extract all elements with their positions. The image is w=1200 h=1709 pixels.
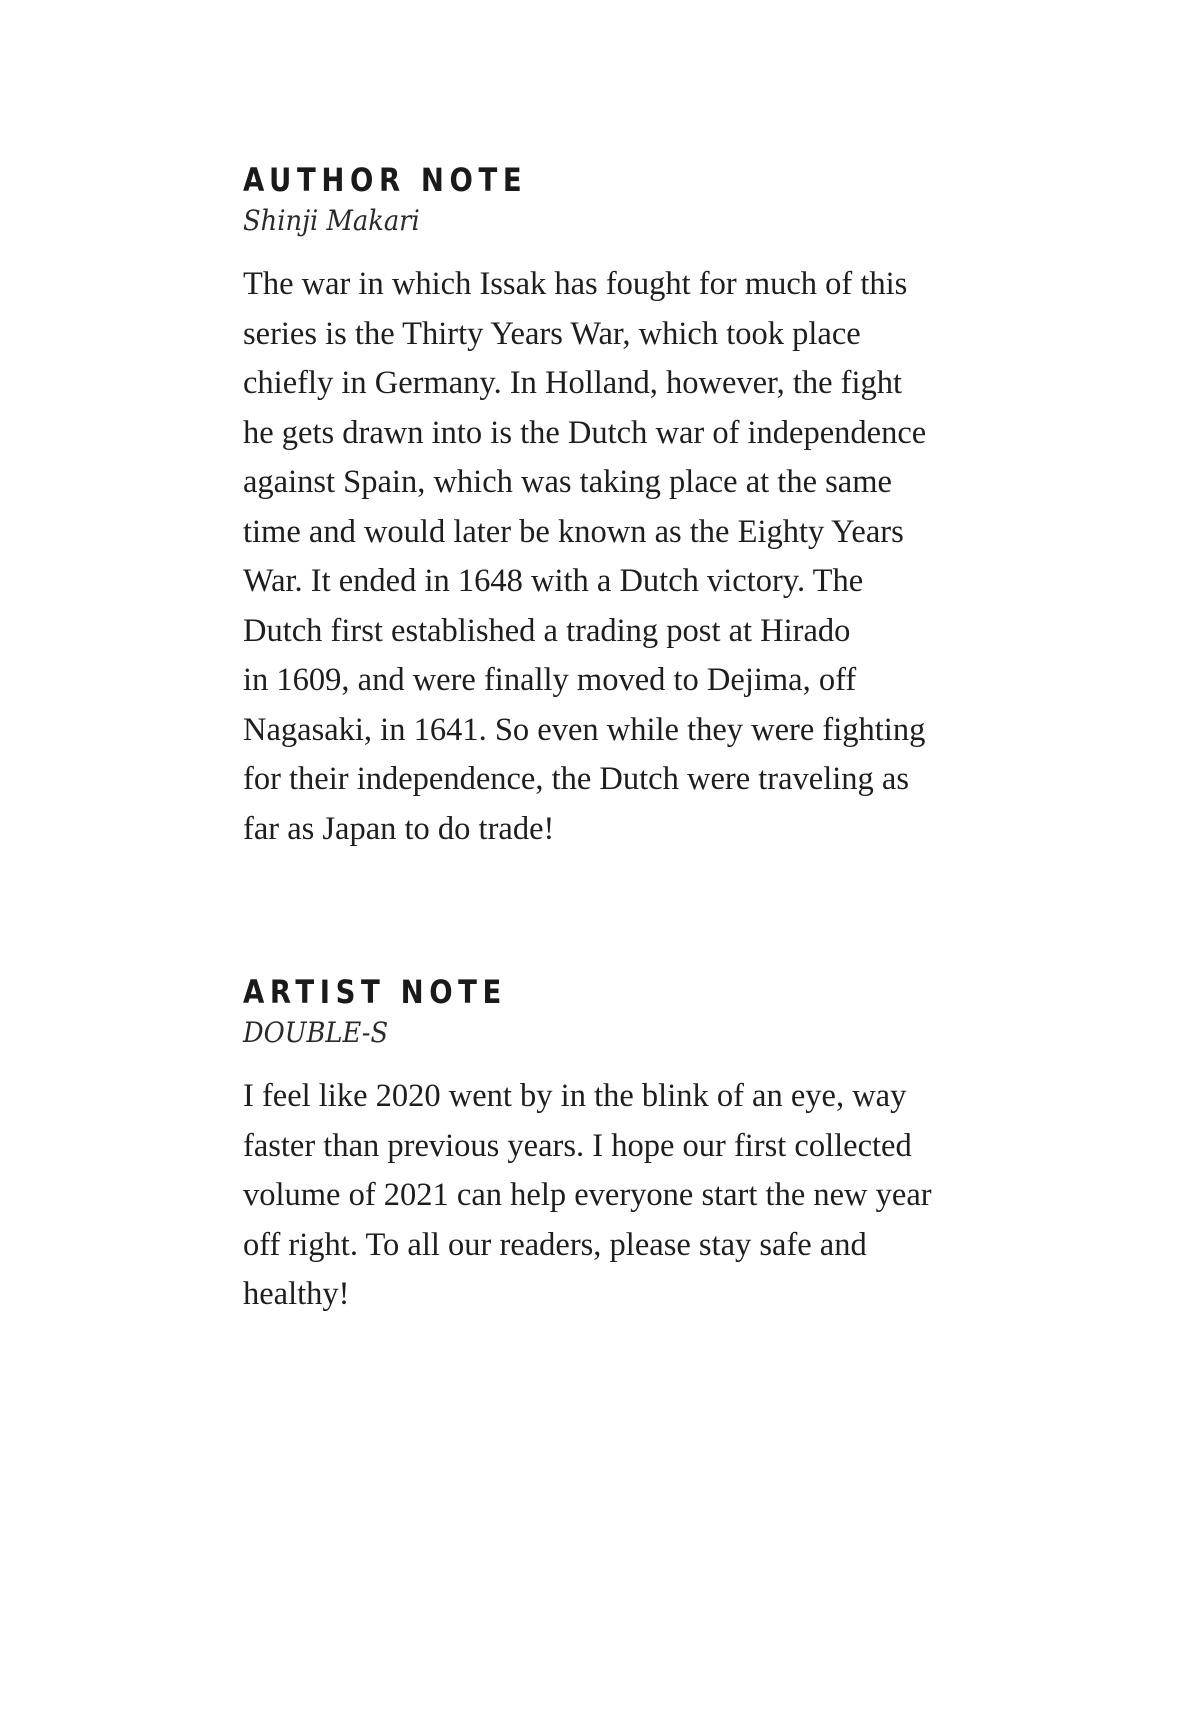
author-note-line: against Spain, which was taking place at the same <box>243 464 892 500</box>
artist-name: DOUBLE-S <box>243 1016 389 1049</box>
author-note-line: for their independence, the Dutch were traveling as <box>243 761 909 797</box>
artist-note-body <box>243 1072 983 1320</box>
artist-note-line: faster than previous years. I hope our first collected <box>243 1127 912 1164</box>
author-note-line: in 1609, and were finally moved to Dejima, off <box>243 662 857 698</box>
author-note-line: War. It ended in 1648 with a Dutch victory. The <box>243 563 864 599</box>
author-note-line: series is the Thirty Years War, which took place <box>243 315 861 352</box>
author-note-line: Nagasaki, in 1641. So even while they were fighting <box>243 711 926 748</box>
author-name: Shinji Makari <box>243 204 420 237</box>
author-note-section <box>243 160 983 854</box>
artist-note-heading: ARTIST NOTE <box>243 973 507 1011</box>
author-note-line: The war in which Issak has fought for much of this <box>243 266 908 302</box>
author-note-body <box>243 260 983 854</box>
artist-note-section <box>243 972 983 1320</box>
artist-note-line: I feel like 2020 went by in the blink of an eye, way <box>243 1078 907 1114</box>
author-note-heading: AUTHOR NOTE <box>243 161 528 199</box>
artist-note-line: healthy! <box>243 1276 350 1312</box>
artist-note-line: volume of 2021 can help everyone start the new year <box>243 1177 932 1213</box>
author-note-line: he gets drawn into is the Dutch war of independence <box>243 414 927 451</box>
author-note-line: far as Japan to do trade! <box>243 810 555 847</box>
author-note-line: chiefly in Germany. In Holland, however, the fight <box>243 365 903 401</box>
author-note-line: Dutch first established a trading post at Hirado <box>243 612 851 649</box>
author-note-line: time and would later be known as the Eighty Years <box>243 513 904 550</box>
artist-note-line: off right. To all our readers, please stay safe and <box>243 1226 867 1263</box>
